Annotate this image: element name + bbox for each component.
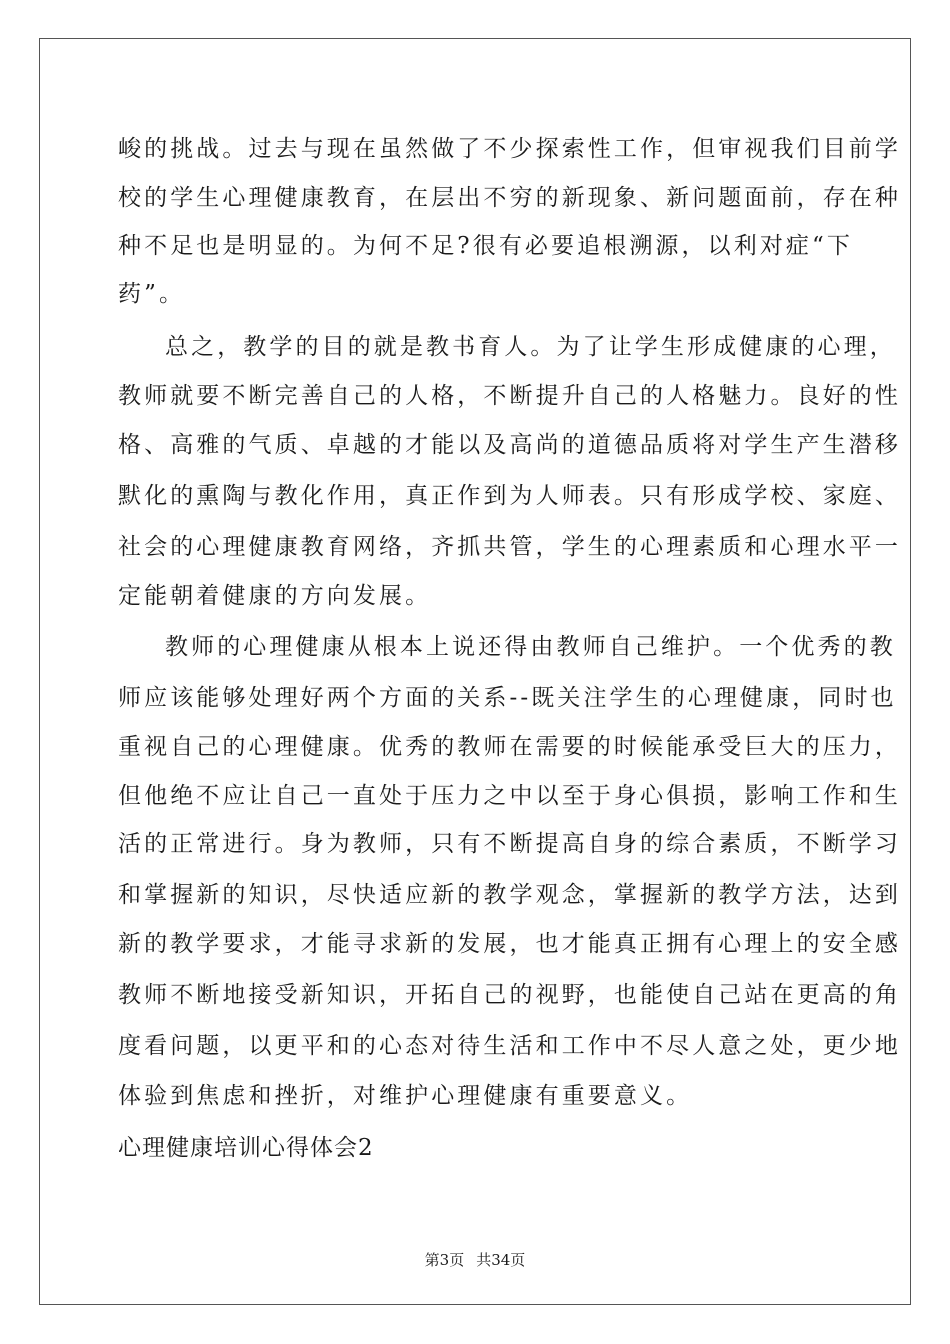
paragraph-line: 重视自己的心理健康。优秀的教师在需要的时候能承受巨大的压力，	[118, 734, 901, 760]
paragraph-line: 定能朝着健康的方向发展。	[118, 583, 432, 609]
page-border	[39, 38, 911, 1305]
paragraph-line: 体验到焦虑和挫折，对维护心理健康有重要意义。	[118, 1083, 693, 1109]
paragraph-line: 度看问题，以更平和的心态对待生活和工作中不尽人意之处，更少地	[118, 1033, 901, 1059]
paragraph-line: 药”。	[118, 281, 186, 307]
paragraph-line: 总之，教学的目的就是教书育人。为了让学生形成健康的心理，	[165, 334, 896, 360]
paragraph-line: 活的正常进行。身为教师，只有不断提高自身的综合素质，不断学习	[118, 831, 901, 857]
paragraph-line: 校的学生心理健康教育，在层出不穷的新现象、新问题面前，存在种	[118, 185, 901, 211]
paragraph-line: 和掌握新的知识，尽快适应新的教学观念，掌握新的教学方法，达到	[118, 882, 901, 908]
paragraph-line: 种不足也是明显的。为何不足?很有必要追根溯源，以利对症“下	[118, 233, 853, 259]
paragraph-line: 默化的熏陶与教化作用，真正作到为人师表。只有形成学校、家庭、	[118, 483, 901, 509]
page-total: 共34页	[476, 1251, 526, 1269]
paragraph-line: 峻的挑战。过去与现在虽然做了不少探索性工作，但审视我们目前学	[118, 136, 901, 162]
paragraph-line: 教师不断地接受新知识，开拓自己的视野，也能使自己站在更高的角	[118, 982, 901, 1008]
paragraph-line: 格、高雅的气质、卓越的才能以及高尚的道德品质将对学生产生潜移	[118, 432, 901, 458]
paragraph-line: 新的教学要求，才能寻求新的发展，也才能真正拥有心理上的安全感	[118, 931, 901, 957]
paragraph-line: 社会的心理健康教育网络，齐抓共管，学生的心理素质和心理水平一	[118, 534, 901, 560]
paragraph-line: 但他绝不应让自己一直处于压力之中以至于身心俱损，影响工作和生	[118, 783, 901, 809]
paragraph-line: 教师就要不断完善自己的人格，不断提升自己的人格魅力。良好的性	[118, 383, 901, 409]
paragraph-line: 师应该能够处理好两个方面的关系--既关注学生的心理健康，同时也	[118, 685, 897, 711]
paragraph-line: 教师的心理健康从根本上说还得由教师自己维护。一个优秀的教	[165, 634, 896, 660]
page-footer	[0, 1250, 950, 1270]
page-number: 第3页	[424, 1251, 465, 1269]
section-heading: 心理健康培训心得体会2	[118, 1135, 374, 1161]
